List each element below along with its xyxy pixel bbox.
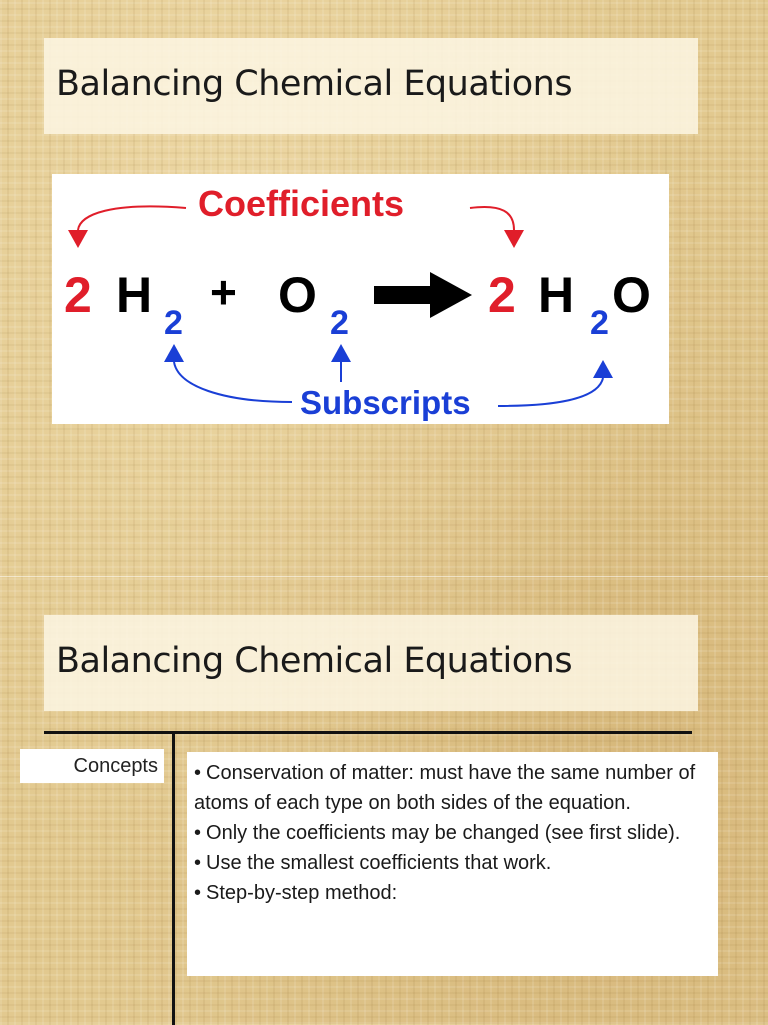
product-subscript: 2 <box>590 304 609 342</box>
slide-2 <box>0 576 768 1025</box>
concepts-list <box>187 752 718 976</box>
concept-bullet-4-text: Step-by-step method: <box>206 882 398 904</box>
coefficient-arrow-right-line <box>470 207 514 230</box>
concepts-label: Concepts <box>20 749 164 783</box>
slide-2-title-box <box>44 615 698 711</box>
coefficients-label: Coefficients <box>198 183 405 224</box>
concept-bullet-3-text: Use the smallest coefficients that work. <box>206 852 552 874</box>
subscripts-label: Subscripts <box>300 384 471 421</box>
bullet-dot-icon: • <box>194 852 202 874</box>
reactant-1-formula: H <box>116 267 153 323</box>
subscript-arrow-3-line <box>498 378 603 406</box>
reactant-2-formula: O <box>278 267 317 323</box>
concept-bullet-1 <box>194 758 710 818</box>
equation-diagram <box>52 174 669 424</box>
subscript-arrow-2-head <box>331 344 351 362</box>
subscript-arrow-3-head <box>593 360 613 378</box>
concept-bullet-4 <box>194 878 710 908</box>
slide-1-title-box <box>44 38 698 134</box>
bullet-dot-icon: • <box>194 882 202 904</box>
slide-1-title: Balancing Chemical Equations <box>56 64 573 104</box>
bullet-dot-icon: • <box>194 822 202 844</box>
coefficient-arrow-right-head <box>504 230 524 248</box>
horizontal-divider <box>44 731 692 734</box>
concept-bullet-2-text: Only the coefficients may be changed (see first slide). <box>206 822 681 844</box>
bullet-dot-icon: • <box>194 762 202 784</box>
reactant-1-subscript: 2 <box>164 304 183 342</box>
equation-diagram-svg <box>52 174 669 424</box>
slide-2-title: Balancing Chemical Equations <box>56 641 573 681</box>
concept-bullet-3 <box>194 848 710 878</box>
coefficient-arrow-left-head <box>68 230 88 248</box>
concept-bullet-1-text: Conservation of matter: must have the same number of atoms of each type on both sides of the equation. <box>194 762 696 814</box>
subscript-arrow-1-line <box>174 362 292 402</box>
yields-arrow-icon <box>374 272 472 318</box>
vertical-divider <box>172 731 175 1025</box>
product-o: O <box>612 267 651 323</box>
reactant-2-subscript: 2 <box>330 304 349 342</box>
coefficient-2: 2 <box>488 267 516 323</box>
concept-bullet-2 <box>194 818 710 848</box>
coefficient-arrow-left-line <box>78 206 186 230</box>
plus-sign: + <box>210 266 237 318</box>
product-h: H <box>538 267 575 323</box>
subscript-arrow-1-head <box>164 344 184 362</box>
coefficient-1: 2 <box>64 267 92 323</box>
